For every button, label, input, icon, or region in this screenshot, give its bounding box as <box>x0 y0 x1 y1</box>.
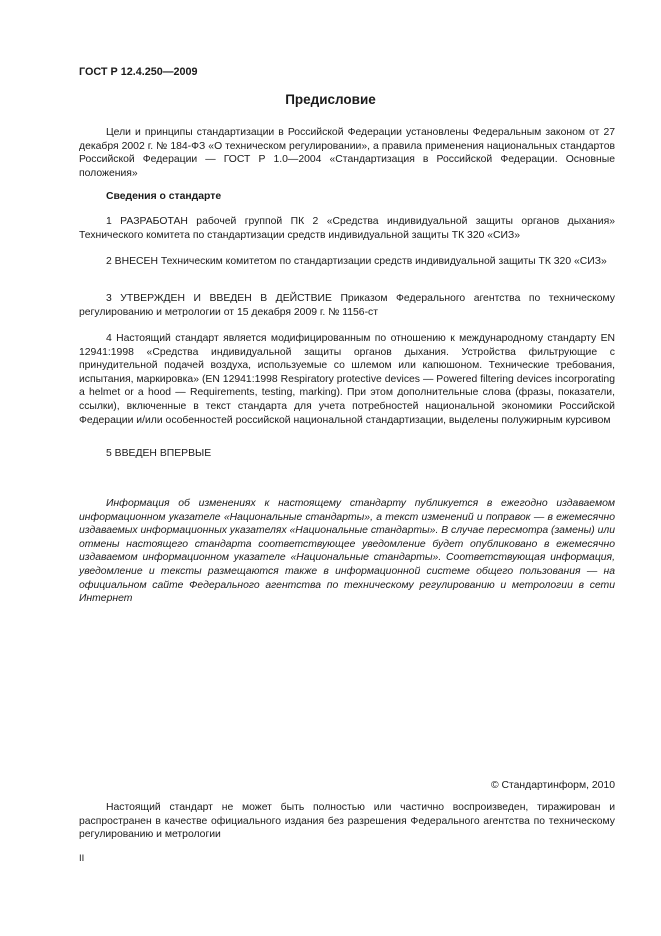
info-item-4: 4 Настоящий стандарт является модифицированным по отношению к международному стандарту EN 12941:1998 «Средства индивидуальной защиты органов дыхания. Устройства фильтрующие с принудительной подачей воздуха, используемые со шлемом или капюшоном. Технические требования, испытания, маркировка» (EN 12941:1998 Respiratory protective devices — Powered filtering devices incorporating a helmet or a hood — Requirements, testing, marking). При этом дополнительные слова (фразы, показатели, ссылки), включенные в текст стандарта для учета потребностей национальной экономики Российской Федерации и/или особенностей российской национальной стандартизации, выделены полужирным курсивом <box>79 333 615 426</box>
notice-paragraph: Информация об изменениях к настоящему стандарту публикуется в ежегодно издаваемом информационном указателе «Национальные стандарты», а текст изменений и поправок — в ежемесячно издаваемых информационных указателях «Национальные стандарты». В случае пересмотра (замены) или отмены настоящего стандарта соответствующее уведомление будет опубликовано в ежемесячно издаваемом информационном указателе «Национальные стандарты». Соответствующая информация, уведомление и тексты размещаются также в информационной системе общего пользования — на официальном сайте Федерального агентства по техническому регулированию и метрологии в сети Интернет <box>79 498 615 605</box>
rights-block <box>79 801 615 842</box>
standard-info-heading-block <box>79 190 615 204</box>
info-item-2: 2 ВНЕСЕН Техническим комитетом по стандартизации средств индивидуальной защиты ТК 320 «СИЗ» <box>106 256 607 267</box>
page-title: Предисловие <box>285 92 376 107</box>
rights-paragraph: Настоящий стандарт не может быть полностью или частично воспроизведен, тиражирован и распространен в качестве официального издания без разрешения Федерального агентства по техническому регулированию и метрологии <box>79 802 615 841</box>
intro-block <box>79 126 615 180</box>
copyright-line: © Стандартинформ, 2010 <box>490 780 615 791</box>
info-item-1: 1 РАЗРАБОТАН рабочей группой ПК 2 «Средства индивидуальной защиты органов дыхания» Технического комитета по стандартизации средств индивидуальной защиты ТК 320 «СИЗ» <box>79 216 615 241</box>
info-item-3-block <box>79 292 615 319</box>
info-item-5: 5 ВВЕДЕН ВПЕРВЫЕ <box>106 448 212 459</box>
info-item-3: 3 УТВЕРЖДЕН И ВВЕДЕН В ДЕЙСТВИЕ Приказом Федерального агентства по техническому регулированию и метрологии от 15 декабря 2009 г. № 1156-ст <box>79 293 615 318</box>
info-item-1-block <box>79 215 615 242</box>
info-item-2-block <box>79 255 615 269</box>
notice-block <box>79 497 615 606</box>
intro-paragraph: Цели и принципы стандартизации в Российской Федерации установлены Федеральным законом от 27 декабря 2002 г. № 184-ФЗ «О техническом регулировании», а правила применения национальных стандартов Российской Федерации — ГОСТ Р 1.0—2004 «Стандартизация в Российской Федерации. Основные положения» <box>79 127 615 179</box>
page-number: II <box>79 853 85 864</box>
info-item-5-block <box>79 447 615 461</box>
document-code: ГОСТ Р 12.4.250—2009 <box>79 66 198 78</box>
info-item-4-block <box>79 332 615 427</box>
standard-info-heading: Сведения о стандарте <box>106 191 222 202</box>
